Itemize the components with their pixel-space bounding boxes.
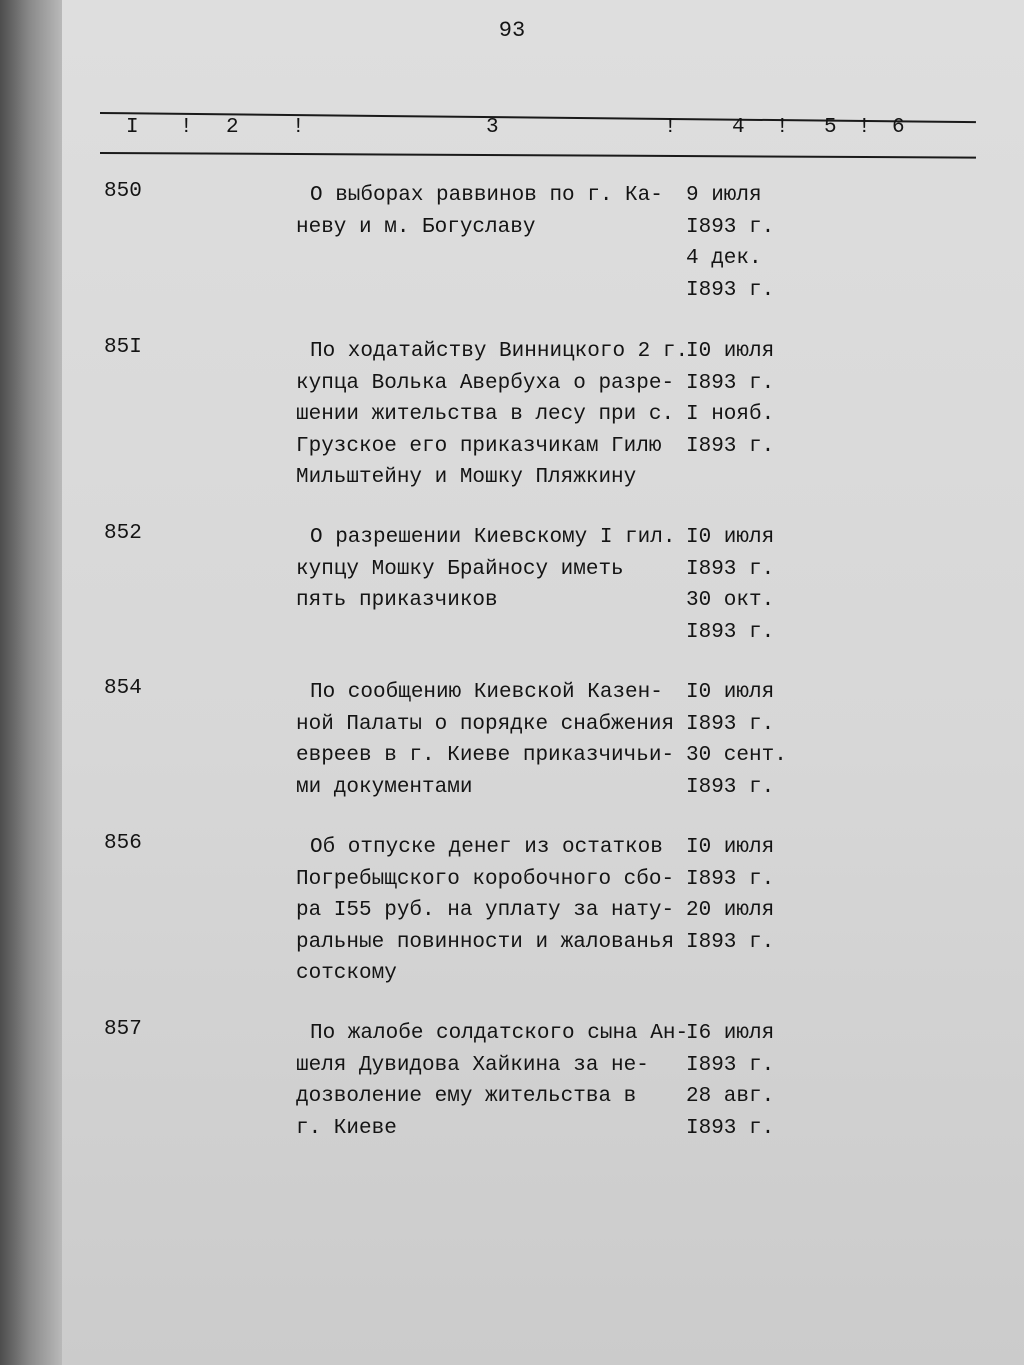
entry-title [296,677,688,803]
entry-title-line: По сообщению Киевской Казен- [310,681,663,704]
page-number: 93 [498,18,526,43]
entry-title-line: ра I55 руб. на уплату за нату- [296,899,675,922]
entry-date: 20 июля [686,899,775,922]
entry-date: 30 окт. [686,589,775,612]
header-col-6: 6 [892,116,905,139]
entry-title [296,1018,688,1144]
entry-number: 85I [104,336,142,359]
header-col-1: I [126,116,139,139]
entry-number: 857 [104,1018,142,1041]
entry-date: I0 июля [686,340,775,363]
entry-title-line: О разрешении Киевскому I гил. [310,526,676,549]
entry-date: I0 июля [686,681,775,704]
entry-title [296,832,688,990]
entry-title [296,336,688,494]
entry-title-line: Мильштейну и Мошку Пляжкину [296,466,637,489]
entry-title [296,180,688,243]
header-col-2: 2 [226,116,239,139]
entry-title-line: Погребыщского коробочного сбо- [296,867,675,891]
entry-date: I0 июля [686,836,775,859]
entry-title-line: дозволение ему жительства в [296,1085,637,1108]
entry-title-line: Об отпуске денег из остатков [310,836,663,859]
entry-date: 4 дек. [686,247,762,270]
entry-date: I нояб. [686,403,775,426]
entry-number: 850 [104,180,142,203]
entry-date: I893 г. [686,371,775,395]
entry-date: 30 сент. [686,744,787,767]
entry-title-line: ной Палаты о порядке снабжения [296,712,675,736]
table-header [0,116,1024,146]
entry-number: 854 [104,677,142,700]
entry-title-line: ми документами [296,775,473,799]
entry-date: 28 авг. [686,1085,775,1108]
entry-date: I893 г. [686,557,775,581]
entry-title-line: евреев в г. Киеве приказчичьи- [296,744,675,767]
header-col-4: 4 [732,116,745,139]
entry-date: I6 июля [686,1022,775,1045]
header-separator: ! [858,116,871,139]
entry-date: I893 г. [686,620,775,644]
entry-date: I893 г. [686,775,775,799]
entry-date: I893 г. [686,434,775,458]
entry-title-line: купцу Мошку Брайносу иметь [296,557,624,581]
entry-dates [686,336,796,462]
entry-dates [686,1018,796,1144]
entry-title-line: шеля Дувидова Хайкина за не- [296,1053,649,1077]
entry-dates [686,677,796,803]
entry-title-line: г. Киеве [296,1116,397,1140]
entry-title-line: Грузское его приказчикам Гилю [296,434,662,458]
entry-date: I893 г. [686,712,775,736]
entry-dates [686,180,796,306]
entry-title-line: шении жительства в лесу при с. [296,403,675,426]
header-col-3: 3 [486,116,499,139]
entry-date: I893 г. [686,1116,775,1140]
entry-title-line: неву и м. Богуславу [296,215,536,239]
entry-date: I893 г. [686,930,775,954]
entry-title-line: По ходатайству Винницкого 2 г. [310,340,689,363]
entry-title [296,522,688,617]
entry-title-line: пять приказчиков [296,589,498,612]
header-separator: ! [180,116,193,139]
entry-date: I893 г. [686,1053,775,1077]
entry-date: I0 июля [686,526,775,549]
entry-title-line: По жалобе солдатского сына Ан- [310,1022,689,1045]
entry-date: I893 г. [686,867,775,891]
book-spine-shadow [0,0,62,1365]
header-separator: ! [292,116,305,139]
entry-date: I893 г. [686,278,775,302]
entry-number: 856 [104,832,142,855]
header-col-5: 5 [824,116,837,139]
header-separator: ! [776,116,789,139]
entry-dates [686,522,796,648]
entry-title-line: О выборах раввинов по г. Ка- [310,184,663,207]
entry-number: 852 [104,522,142,545]
entry-title-line: купца Волька Авербуха о разре- [296,371,675,395]
entry-date: 9 июля [686,184,762,207]
entry-date: I893 г. [686,215,775,239]
entry-title-line: ральные повинности и жалованья [296,930,675,954]
entry-title-line: сотскому [296,962,397,985]
entry-dates [686,832,796,958]
header-separator: ! [664,116,677,139]
